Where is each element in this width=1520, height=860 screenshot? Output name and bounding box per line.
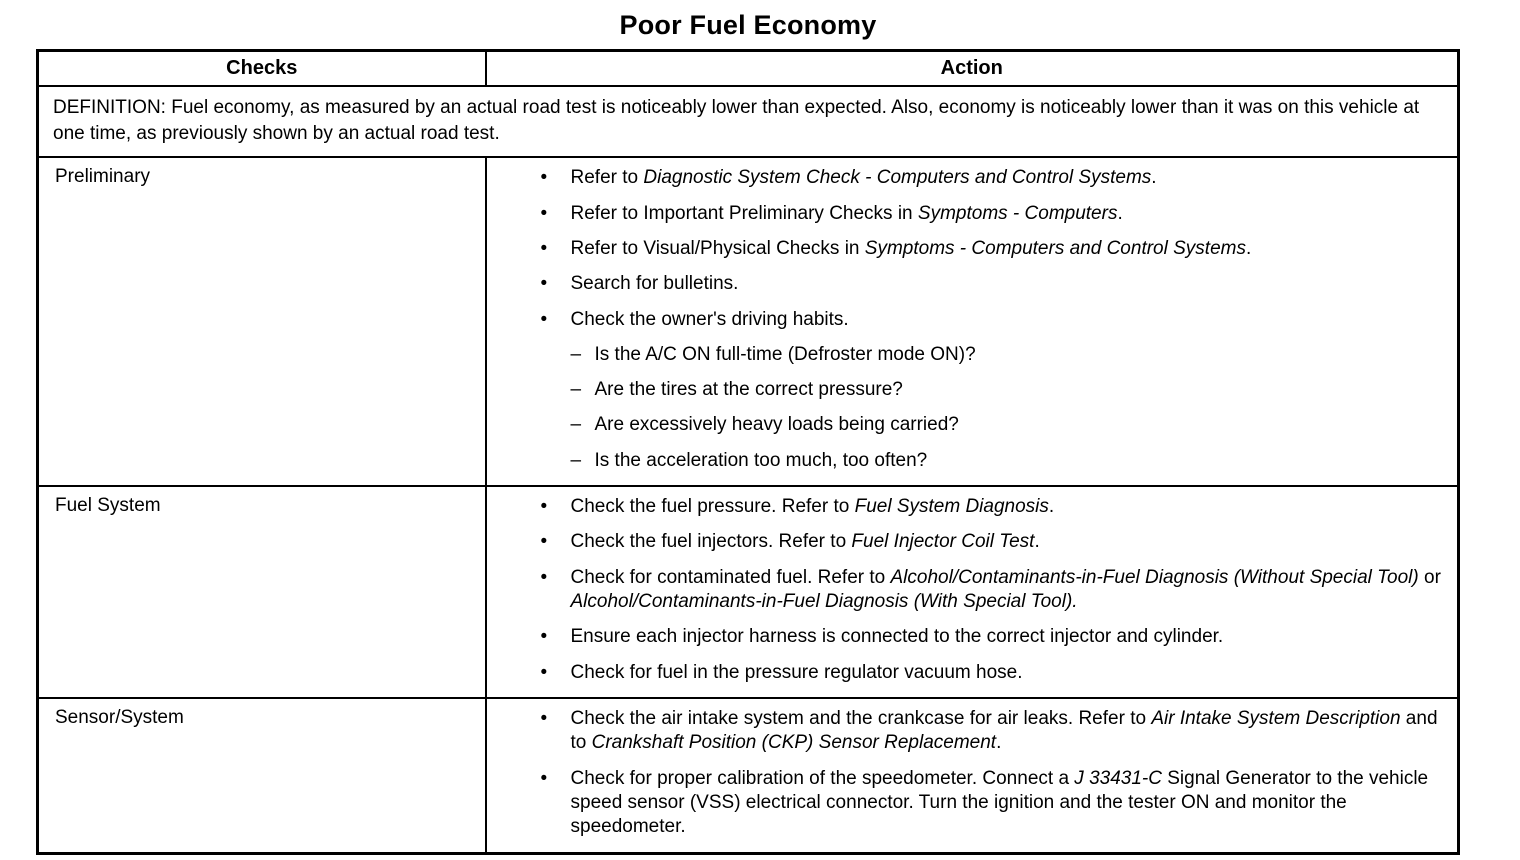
- action-text: Check for proper calibration of the speedometer. Connect a J 33431-C Signal Generator to the vehicle speed sensor (VSS) electrical connector. Turn the ignition and the tester ON and monitor the speedometer.: [570, 767, 1429, 838]
- bullet-marker: •: [540, 308, 548, 330]
- action-cell: [486, 698, 1459, 853]
- action-text: Ensure each injector harness is connected to the correct injector and cylinder.: [570, 626, 1224, 648]
- bullet-marker: •: [540, 626, 548, 648]
- dash-marker: –: [570, 414, 582, 436]
- page-title: Poor Fuel Economy: [619, 10, 877, 40]
- action-item: [505, 272, 1448, 296]
- sub-action-item: [571, 343, 1448, 367]
- dash-marker: –: [570, 379, 582, 401]
- bullet-marker: •: [540, 707, 548, 729]
- table-body: [38, 157, 1459, 853]
- column-header-action: Action: [486, 51, 1459, 87]
- sub-action-item: [571, 413, 1448, 437]
- bullet-marker: •: [540, 566, 548, 588]
- action-text: Check the owner's driving habits.: [570, 308, 849, 330]
- table-header: [38, 51, 1459, 158]
- action-cell: [486, 157, 1459, 486]
- definition-text: DEFINITION: Fuel economy, as measured by an actual road test is noticeably lower than expected. Also, economy is noticeably lower than it was on this vehicle at one time, as previously shown by an actual road test.: [38, 86, 1459, 157]
- action-item: [505, 566, 1448, 615]
- action-text: Are excessively heavy loads being carried?: [594, 414, 959, 436]
- action-text: Refer to Visual/Physical Checks in Symptoms - Computers and Control Systems.: [570, 237, 1252, 259]
- action-cell: [486, 486, 1459, 698]
- column-header-checks: Checks: [38, 51, 486, 87]
- check-cell: Sensor/System: [38, 698, 486, 853]
- action-item: [505, 530, 1448, 554]
- check-cell: Fuel System: [38, 486, 486, 698]
- action-item: [505, 237, 1448, 261]
- bullet-marker: •: [540, 237, 548, 259]
- table-row: [38, 486, 1459, 698]
- bullet-marker: •: [540, 202, 548, 224]
- action-item: [505, 707, 1448, 756]
- sub-action-item: [571, 449, 1448, 473]
- action-text: Check the air intake system and the crankcase for air leaks. Refer to Air Intake System Description and to Crankshaft Position (CKP) Sensor Replacement.: [570, 707, 1438, 754]
- action-text: Refer to Important Preliminary Checks in Symptoms - Computers.: [570, 202, 1123, 224]
- action-item: [505, 202, 1448, 226]
- action-text: Is the acceleration too much, too often?: [594, 449, 928, 471]
- action-text: Check the fuel pressure. Refer to Fuel System Diagnosis.: [570, 496, 1055, 518]
- dash-marker: –: [570, 343, 582, 365]
- diagnostic-table: [36, 49, 1460, 855]
- action-item: [505, 767, 1448, 840]
- action-text: Search for bulletins.: [570, 273, 739, 295]
- header-row: [38, 51, 1459, 87]
- action-text: Refer to Diagnostic System Check - Computers and Control Systems.: [570, 167, 1157, 189]
- bullet-marker: •: [540, 167, 548, 189]
- table-row: [38, 698, 1459, 853]
- check-cell: Preliminary: [38, 157, 486, 486]
- bullet-marker: •: [540, 661, 548, 683]
- action-item: [505, 661, 1448, 685]
- sub-action-item: [571, 378, 1448, 402]
- definition-row: [38, 86, 1459, 157]
- action-text: Check for contaminated fuel. Refer to Alcohol/Contaminants-in-Fuel Diagnosis (Without Special Tool) or Alcohol/Contaminants-in-Fuel Diagnosis (With Special Tool).: [570, 566, 1441, 613]
- bullet-marker: •: [540, 767, 548, 789]
- action-text: Check for fuel in the pressure regulator vacuum hose.: [570, 661, 1023, 683]
- action-text: Check the fuel injectors. Refer to Fuel Injector Coil Test.: [570, 531, 1040, 553]
- action-item: [505, 495, 1448, 519]
- action-text: Are the tires at the correct pressure?: [594, 379, 903, 401]
- dash-marker: –: [570, 449, 582, 471]
- action-item: [505, 308, 1448, 332]
- bullet-marker: •: [540, 496, 548, 518]
- table-row: [38, 157, 1459, 486]
- action-item: [505, 625, 1448, 649]
- action-text: Is the A/C ON full-time (Defroster mode ON)?: [594, 343, 976, 365]
- bullet-marker: •: [540, 273, 548, 295]
- bullet-marker: •: [540, 531, 548, 553]
- action-item: [505, 166, 1448, 190]
